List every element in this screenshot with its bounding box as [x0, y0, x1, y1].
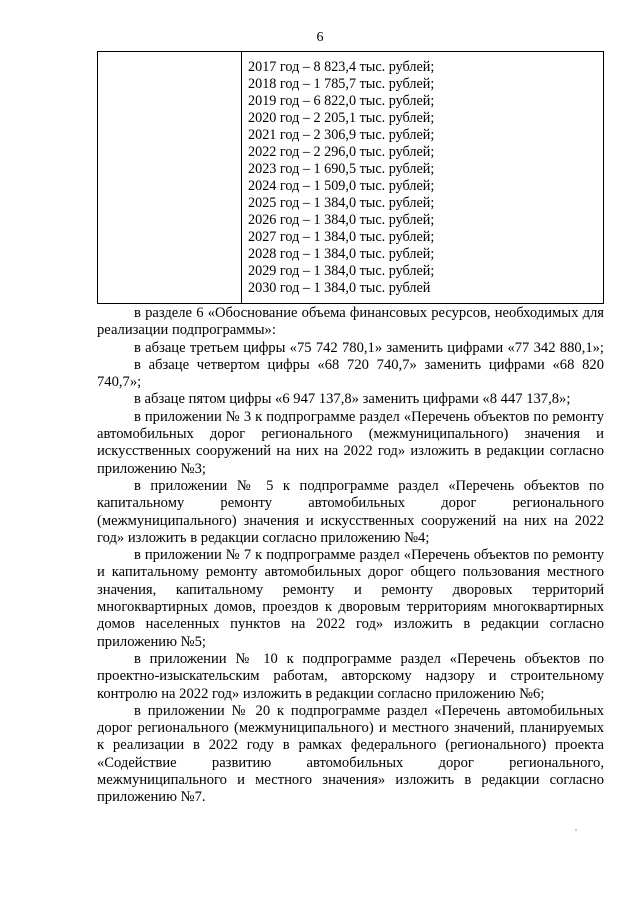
funding-year-line: 2030 год – 1 384,0 тыс. рублей — [248, 280, 431, 296]
document-body — [97, 305, 604, 807]
funding-year-line: 2018 год – 1 785,7 тыс. рублей; — [248, 76, 435, 92]
paragraph-appendix-10: в приложении № 10 к подпрограмме раздел «Перечень объектов по проектно-изыскательским работам, авторскому надзору и строительному контролю на 2022 год» изложить в редакции согласно приложению №6; — [97, 650, 604, 702]
funding-table — [97, 51, 604, 304]
funding-year-line: 2024 год – 1 509,0 тыс. рублей; — [248, 178, 435, 194]
scan-speck — [575, 829, 577, 831]
funding-year-line: 2021 год – 2 306,9 тыс. рублей; — [248, 127, 435, 143]
funding-year-line: 2022 год – 2 296,0 тыс. рублей; — [248, 144, 435, 160]
table-cell-label — [98, 52, 242, 304]
paragraph-abzac-3: в абзаце третьем цифры «75 742 780,1» заменить цифрами «77 342 880,1»; — [134, 339, 604, 356]
funding-year-line: 2023 год – 1 690,5 тыс. рублей; — [248, 161, 435, 177]
funding-year-line: 2017 год – 8 823,4 тыс. рублей; — [248, 59, 435, 75]
page-number: 6 — [316, 30, 324, 45]
paragraph-section-6: в разделе 6 «Обоснование объема финансовых ресурсов, необходимых для реализации подпрограммы»: — [97, 305, 604, 339]
funding-year-line: 2028 год – 1 384,0 тыс. рублей; — [248, 246, 435, 262]
table-row — [98, 52, 604, 304]
table-cell-funding — [242, 52, 604, 304]
paragraph-appendix-3: в приложении № 3 к подпрограмме раздел «Перечень объектов по ремонту автомобильных дорог регионального (межмуниципального) значения и искусственных сооружений на них на 2022 год» изложить в редакции согласно приложению №3; — [97, 408, 604, 477]
paragraph-appendix-20: в приложении № 20 к подпрограмме раздел «Перечень автомобильных дорог регионального (межмуниципального) и местного значений, планируемых к реализации в 2022 году в рамках федерального (регионального) проекта «Содействие развитию автомобильных дорог регионального, межмуниципального и местного значения» изложить в редакции согласно приложению №7. — [97, 702, 604, 806]
funding-year-line: 2025 год – 1 384,0 тыс. рублей; — [248, 195, 435, 211]
funding-year-line: 2026 год – 1 384,0 тыс. рублей; — [248, 212, 435, 228]
paragraph-abzac-5: в абзаце пятом цифры «6 947 137,8» заменить цифрами «8 447 137,8»; — [134, 391, 571, 408]
paragraph-abzac-4: в абзаце четвертом цифры «68 720 740,7» заменить цифрами «68 820 740,7»; — [97, 356, 604, 391]
paragraph-appendix-7: в приложении № 7 к подпрограмме раздел «Перечень объектов по ремонту и капитальному ремонту автомобильных дорог общего пользования местного значения, капитальному ремонту и ремонту дворовых территорий многоквартирных домов, проездов к дворовым территориям многоквартирных домов населенных пунктов на 2022 год» изложить в редакции согласно приложению №5; — [97, 547, 604, 650]
funding-year-line: 2019 год – 6 822,0 тыс. рублей; — [248, 93, 435, 109]
funding-year-line: 2029 год – 1 384,0 тыс. рублей; — [248, 263, 435, 279]
paragraph-appendix-5: в приложении № 5 к подпрограмме раздел «Перечень объектов по капитальному ремонту автомобильных дорог регионального (межмуниципального) значения и искусственных сооружений на них на 2022 год» изложить в редакции согласно приложению №4; — [97, 477, 604, 546]
funding-year-line: 2020 год – 2 205,1 тыс. рублей; — [248, 110, 435, 126]
funding-year-line: 2027 год – 1 384,0 тыс. рублей; — [248, 229, 435, 245]
